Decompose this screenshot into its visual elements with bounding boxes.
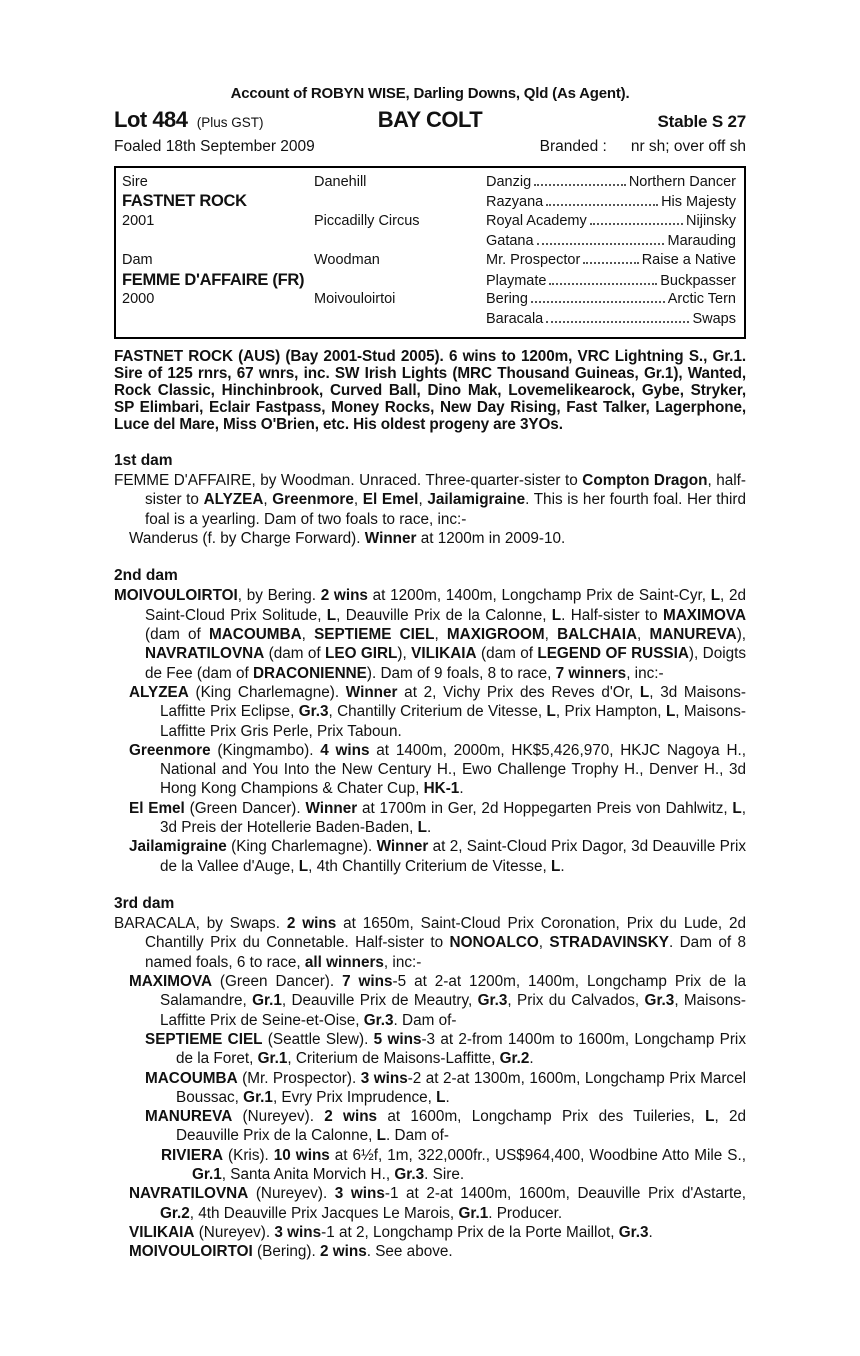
pedigree-row	[122, 251, 736, 271]
leader-dots	[583, 262, 638, 264]
pedigree-table	[114, 166, 746, 339]
pedigree-row	[122, 310, 736, 330]
entry-wanderus: Wanderus (f. by Charge Forward). Winner at 1200m in 2009-10.	[129, 529, 566, 547]
horse-title: BAY COLT	[377, 107, 483, 133]
entry-macoumba: MACOUMBA (Mr. Prospector). 3 wins-2 at 2-at 1300m, 1600m, Longchamp Prix Marcel Boussac, Gr.1, Evry Prix Imprudence, L.	[145, 1069, 746, 1106]
entry-moivouloirtoi-2: MOIVOULOIRTOI (Bering). 2 wins. See above.	[129, 1243, 453, 1261]
pedigree-greatgrandparent: Baracala	[486, 311, 544, 328]
section-heading: 2nd dam	[114, 567, 178, 585]
lot-number: Lot 484	[114, 107, 188, 133]
sire-name: FASTNET ROCK	[122, 192, 247, 211]
pedigree-row	[122, 290, 736, 310]
foaled-date: Foaled 18th September 2009	[114, 137, 315, 155]
leader-dots	[549, 283, 657, 285]
pedigree-gg-sire: Marauding	[667, 232, 736, 249]
account-line: Account of ROBYN WISE, Darling Downs, Qld (As Agent).	[230, 85, 630, 102]
branded-label: Branded :	[539, 137, 607, 155]
entry-jailamigraine: Jailamigraine (King Charlemagne). Winner at 2, Saint-Cloud Prix Dagor, 3d Deauville Prix de la Vallee d'Auge, L, 4th Chantilly Criterium de Vitesse, L.	[129, 838, 746, 875]
pedigree-gg-sire: Buckpasser	[660, 272, 736, 289]
pedigree-gg-sire: Swaps	[692, 311, 736, 328]
pedigree-grandparent: Piccadilly Circus	[314, 213, 420, 230]
pedigree-greatgrandparent: Playmate	[486, 272, 547, 289]
dam-year: 2000	[122, 291, 155, 308]
leader-dots	[546, 321, 689, 323]
gst-note: (Plus GST)	[196, 115, 264, 131]
pedigree-gg-sire: Raise a Native	[641, 252, 736, 269]
entry-baracala: BARACALA, by Swaps. 2 wins at 1650m, Saint-Cloud Prix Coronation, Prix du Lude, 2d Chantilly Prix du Connetable. Half-sister to NONOALCO, STRADAVINSKY. Dam of 8 named foals, 6 to race, all winners, inc:-	[114, 915, 747, 971]
sire-year: 2001	[122, 213, 155, 230]
pedigree-grandparent: Woodman	[314, 252, 380, 269]
section-1st-dam	[114, 451, 746, 548]
entry-maximova: MAXIMOVA (Green Dancer). 7 wins-5 at 2-at 1200m, 1400m, Longchamp Prix de la Salamandre, Gr.1, Deauville Prix de Meautry, Gr.3, Prix du Calvados, Gr.3, Maisons-Laffitte Prix de Seine-et-Oise, Gr.3. Dam of-	[129, 973, 746, 1029]
pedigree-greatgrandparent: Bering	[486, 291, 528, 308]
section-2nd-dam	[114, 566, 746, 876]
pedigree-grandparent: Danehill	[314, 173, 367, 190]
entry-moivouloirtoi: MOIVOULOIRTOI, by Bering. 2 wins at 1200m, 1400m, Longchamp Prix de Saint-Cyr, L, 2d Saint-Cloud Prix Solitude, L, Deauville Prix de la Calonne, L. Half-sister to MAXIMOVA (dam of MACOUMBA, SEPTIEME CIEL, MAXIGROOM, BALCHAIA, MANUREVA), NAVRATILOVNA (dam of LEO GIRL), VILIKAIA (dam of LEGEND OF RUSSIA), Doigts de Fee (dam of DRACONIENNE). Dam of 9 foals, 8 to race, 7 winners, inc:-	[114, 587, 747, 682]
pedigree-greatgrandparent: Danzig	[486, 173, 532, 190]
pedigree-row	[122, 192, 736, 212]
entry-alyzea: ALYZEA (King Charlemagne). Winner at 2, Vichy Prix des Reves d'Or, L, 3d Maisons-Laffitte Prix Eclipse, Gr.3, Chantilly Criterium de Vitesse, L, Prix Hampton, L, Maisons-Laffitte Prix Gris Perle, Prix Taboun.	[129, 683, 746, 740]
pedigree-gg-sire: Nijinsky	[686, 213, 736, 230]
leader-dots	[531, 301, 665, 303]
entry-riviera: RIVIERA (Kris). 10 wins at 6½f, 1m, 322,000fr., US$964,400, Woodbine Atto Mile S., Gr.1, Santa Anita Morvich H., Gr.3. Sire.	[161, 1146, 746, 1184]
section-heading: 1st dam	[114, 451, 173, 469]
pedigree-gg-sire: Northern Dancer	[628, 173, 736, 190]
pedigree-row	[122, 212, 736, 232]
pedigree-greatgrandparent: Mr. Prospector	[486, 252, 581, 269]
pedigree-gg-sire: Arctic Tern	[667, 291, 736, 308]
leader-dots	[546, 204, 658, 206]
section-3rd-dam	[114, 894, 746, 1262]
pedigree-label: Sire	[122, 173, 148, 190]
dam-name: FEMME D'AFFAIRE (FR)	[122, 270, 305, 289]
entry-manureva: MANUREVA (Nureyev). 2 wins at 1600m, Longchamp Prix des Tuileries, L, 2d Deauville Prix de la Calonne, L. Dam of-	[145, 1108, 746, 1145]
entry-femme-daffaire: FEMME D'AFFAIRE, by Woodman. Unraced. Three-quarter-sister to Compton Dragon, half-sister to ALYZEA, Greenmore, El Emel, Jailamigraine. This is her fourth foal. Her third foal is a yearling. Dam of two foals to race, inc:-	[114, 471, 747, 528]
section-heading: 3rd dam	[114, 894, 175, 912]
entry-el-emel: El Emel (Green Dancer). Winner at 1700m in Ger, 2d Hoppegarten Preis von Dahlwitz, L, 3d Preis der Hotellerie Baden-Baden, L.	[129, 799, 747, 836]
pedigree-greatgrandparent: Razyana	[486, 194, 544, 211]
leader-dots	[537, 243, 665, 245]
pedigree-grandparent: Moivouloirtoi	[314, 291, 396, 308]
pedigree-row	[122, 271, 736, 291]
pedigree-label: Dam	[122, 252, 153, 269]
foal-line	[114, 137, 746, 156]
stable-number: Stable S 27	[657, 112, 746, 132]
branded-value: nr sh; over off sh	[630, 137, 746, 155]
entry-greenmore: Greenmore (Kingmambo). 4 wins at 1400m, 2000m, HK$5,426,970, HKJC Nagoya H., National and You Into the New Century H., Ewo Challenge Trophy H., Denver H., 3d Hong Kong Champions & Chater Cup, HK-1.	[129, 741, 746, 798]
leader-dots	[590, 223, 683, 225]
entry-septieme-ciel: SEPTIEME CIEL (Seattle Slew). 5 wins-3 at 2-from 1400m to 1600m, Longchamp Prix de la Foret, Gr.1, Criterium de Maisons-Laffitte, Gr.2.	[145, 1030, 746, 1068]
pedigree-greatgrandparent: Royal Academy	[486, 213, 587, 230]
sire-summary-paragraph: FASTNET ROCK (AUS) (Bay 2001-Stud 2005). 6 wins to 1200m, VRC Lightning S., Gr.1. Sire of 125 rnrs, 67 wnrs, inc. SW Irish Lights (MRC Thousand Guineas, Gr.1), Wanted, Rock Classic, Hinchinbrook, Curved Ball, Dino Mak, Lovemelikearock, Gybe, Stryker, SP Elimbari, Eclair Fastpass, Money Rocks, New Day Rising, Fast Talker, Lagerphone, Luce del Mare, Miss O'Brien, etc. His oldest progeny are 3YOs.	[114, 347, 746, 433]
catalogue-page	[114, 0, 746, 1262]
pedigree-gg-sire: His Majesty	[661, 194, 736, 211]
entry-navratilovna: NAVRATILOVNA (Nureyev). 3 wins-1 at 2-at 1400m, 1600m, Deauville Prix d'Astarte, Gr.2, 4th Deauville Prix Jacques Le Marois, Gr.1. Producer.	[129, 1185, 746, 1222]
lot-number-group	[114, 107, 314, 133]
pedigree-row	[122, 232, 736, 252]
lot-header	[114, 107, 746, 133]
pedigree-greatgrandparent: Gatana	[486, 232, 534, 249]
entry-vilikaia: VILIKAIA (Nureyev). 3 wins-1 at 2, Longchamp Prix de la Porte Maillot, Gr.3.	[129, 1223, 653, 1241]
pedigree-row	[122, 173, 736, 193]
leader-dots	[534, 184, 626, 186]
